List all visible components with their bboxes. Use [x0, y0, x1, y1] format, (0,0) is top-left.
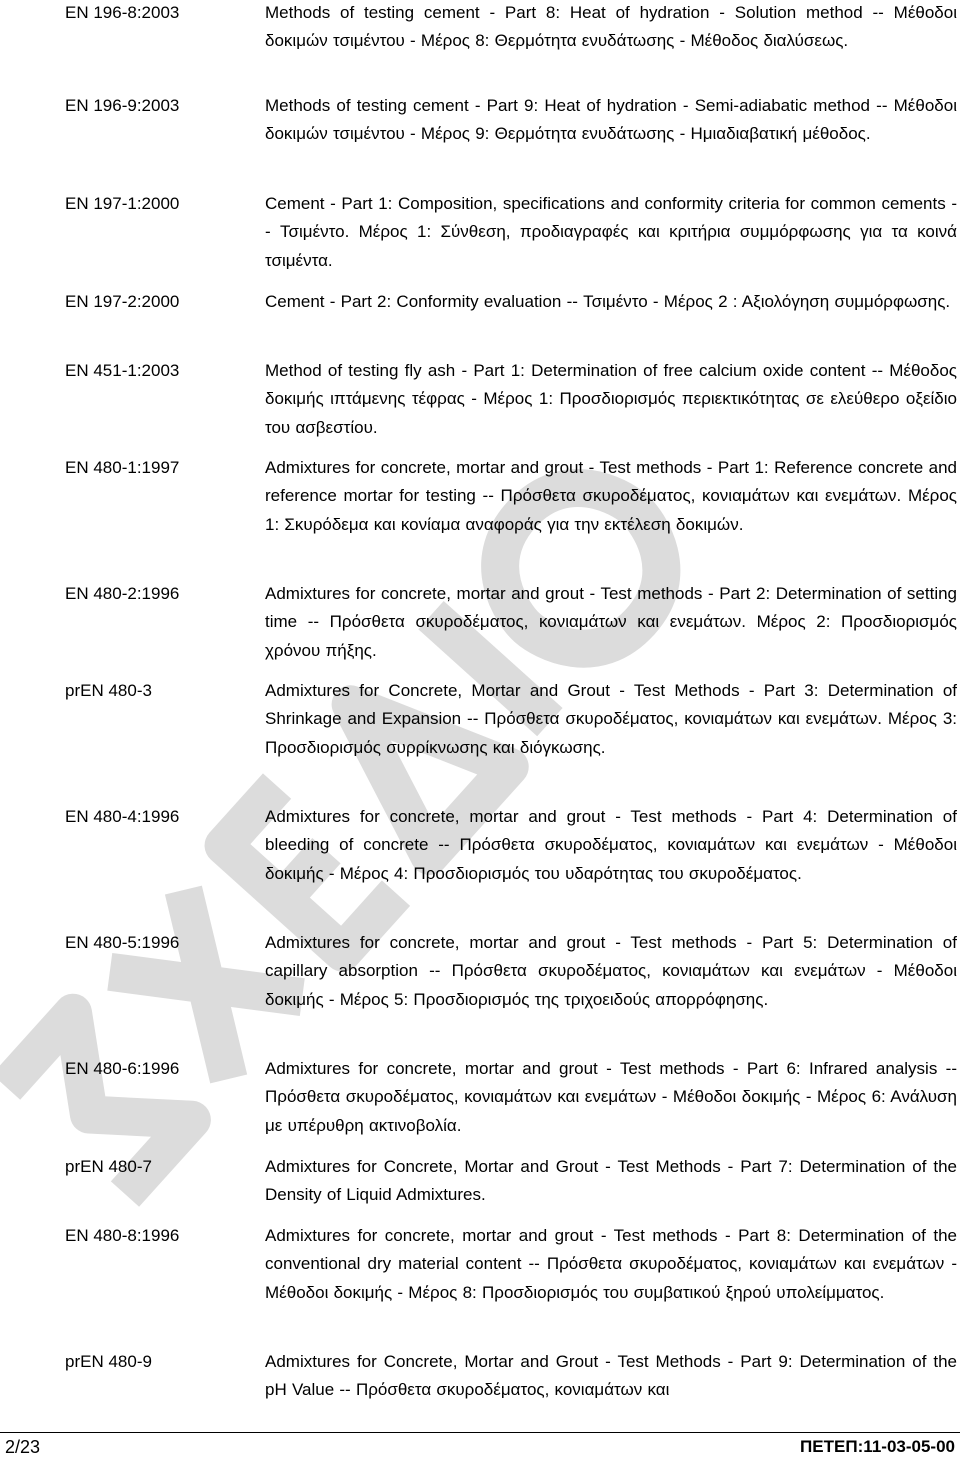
standard-code: prEN 480-7	[65, 1157, 152, 1176]
standard-title: Methods of testing cement - Part 9: Heat of hydration - Semi-adiabatic method -- Μέθοδοι δοκιμών τσιμέντου - Μέρος 9: Θερμότητα ενυδάτωσης - Ημιαδιαβατική μέθοδος.	[265, 96, 957, 144]
standard-code: EN 197-2:2000	[65, 292, 180, 311]
standard-code: EN 480-5:1996	[65, 933, 180, 952]
standard-code: EN 480-2:1996	[65, 584, 180, 603]
standard-title: Method of testing fly ash - Part 1: Determination of free calcium oxide content -- Μέθοδος δοκιμής ιπτάμενης τέφρας - Μέρος 1: Προσδιορισμός περιεκτικότητας σε ελεύθερο οξείδιο του ασβεστίου.	[265, 361, 957, 437]
standard-code: EN 197-1:2000	[65, 194, 180, 213]
standard-code: EN 480-8:1996	[65, 1226, 180, 1245]
standard-title: Admixtures for Concrete, Mortar and Grout - Test Methods - Part 3: Determination of Shrinkage and Expansion -- Πρόσθετα σκυροδέματος, κονιαμάτων και ενεμάτων. Μέρος 3: Προσδιορισμός συρρίκνωσης και διόγκωσης.	[265, 681, 957, 757]
standard-title: Cement - Part 2: Conformity evaluation -- Τσιμέντο - Μέρος 2 : Αξιολόγηση συμμόρφωσης.	[265, 292, 951, 311]
standard-code: EN 196-8:2003	[65, 3, 180, 22]
standard-code: EN 196-9:2003	[65, 96, 180, 115]
standard-code: prEN 480-3	[65, 681, 152, 700]
standard-code: EN 480-4:1996	[65, 807, 180, 826]
standard-title: Cement - Part 1: Composition, specifications and conformity criteria for common cements -- Τσιμέντο. Μέρος 1: Σύνθεση, προδιαγραφές και κριτήρια συμμόρφωσης για τα κοινά τσιμέντα.	[265, 194, 957, 270]
standard-code: EN 480-1:1997	[65, 458, 180, 477]
standard-title: Admixtures for concrete, mortar and grout - Test methods - Part 1: Reference concrete and reference mortar for testing -- Πρόσθετα σκυροδέματος, κονιαμάτων και ενεμάτων. Μέρος 1: Σκυρόδεμα και κονίαμα αναφοράς για την εκτέλεση δοκιμών.	[265, 458, 957, 534]
standard-title: Admixtures for concrete, mortar and grout - Test methods - Part 4: Determination of bleeding of concrete -- Πρόσθετα σκυροδέματος, κονιαμάτων και ενεμάτων - Μέθοδοι δοκιμής - Μέρος 4: Προσδιορισμός του υδαρότητας του σκυροδέματος.	[265, 807, 957, 883]
standard-title: Admixtures for concrete, mortar and grout - Test methods - Part 2: Determination of setting time -- Πρόσθετα σκυροδέματος, κονιαμάτων και ενεμάτων. Μέρος 2: Προσδιορισμός χρόνου πήξης.	[265, 584, 957, 660]
standard-code: prEN 480-9	[65, 1352, 152, 1371]
standard-title: Admixtures for concrete, mortar and grout - Test methods - Part 8: Determination of the conventional dry material content -- Πρόσθετα σκυροδέματος, κονιαμάτων και ενεμάτων - Μέθοδοι δοκιμής - Μέρος 8: Προσδιορισμός του συμβατικού ξηρού υπολείμματος.	[265, 1226, 957, 1302]
standard-title: Admixtures for concrete, mortar and grout - Test methods - Part 5: Determination of capillary absorption -- Πρόσθετα σκυροδέματος, κονιαμάτων και ενεμάτων - Μέθοδοι δοκιμής - Μέρος 5: Προσδιορισμός της τριχοειδούς απορρόφησης.	[265, 933, 957, 1009]
standard-title: Admixtures for Concrete, Mortar and Grout - Test Methods - Part 9: Determination of the pH Value -- Πρόσθετα σκυροδέματος, κονιαμάτων και	[265, 1352, 957, 1400]
standard-title: Admixtures for Concrete, Mortar and Grout - Test Methods - Part 7: Determination of the Density of Liquid Admixtures.	[265, 1157, 957, 1205]
page-number: 2/23	[5, 1437, 41, 1457]
document-reference: ΠΕΤΕΠ:11-03-05-00	[800, 1437, 955, 1456]
standard-title: Admixtures for concrete, mortar and grout - Test methods - Part 6: Infrared analysis -- Πρόσθετα σκυροδέματος, κονιαμάτων και ενεμάτων - Μέθοδοι δοκιμής - Μέρος 6: Ανάλυση με υπέρυθρη ακτινοβολία.	[265, 1059, 957, 1135]
footer-divider	[0, 1432, 960, 1433]
standard-title: Methods of testing cement - Part 8: Heat of hydration - Solution method -- Μέθοδοι δοκιμών τσιμέντου - Μέρος 8: Θερμότητα ενυδάτωσης - Μέθοδος διαλύσεως.	[265, 3, 957, 51]
standard-code: EN 480-6:1996	[65, 1059, 180, 1078]
standard-code: EN 451-1:2003	[65, 361, 180, 380]
